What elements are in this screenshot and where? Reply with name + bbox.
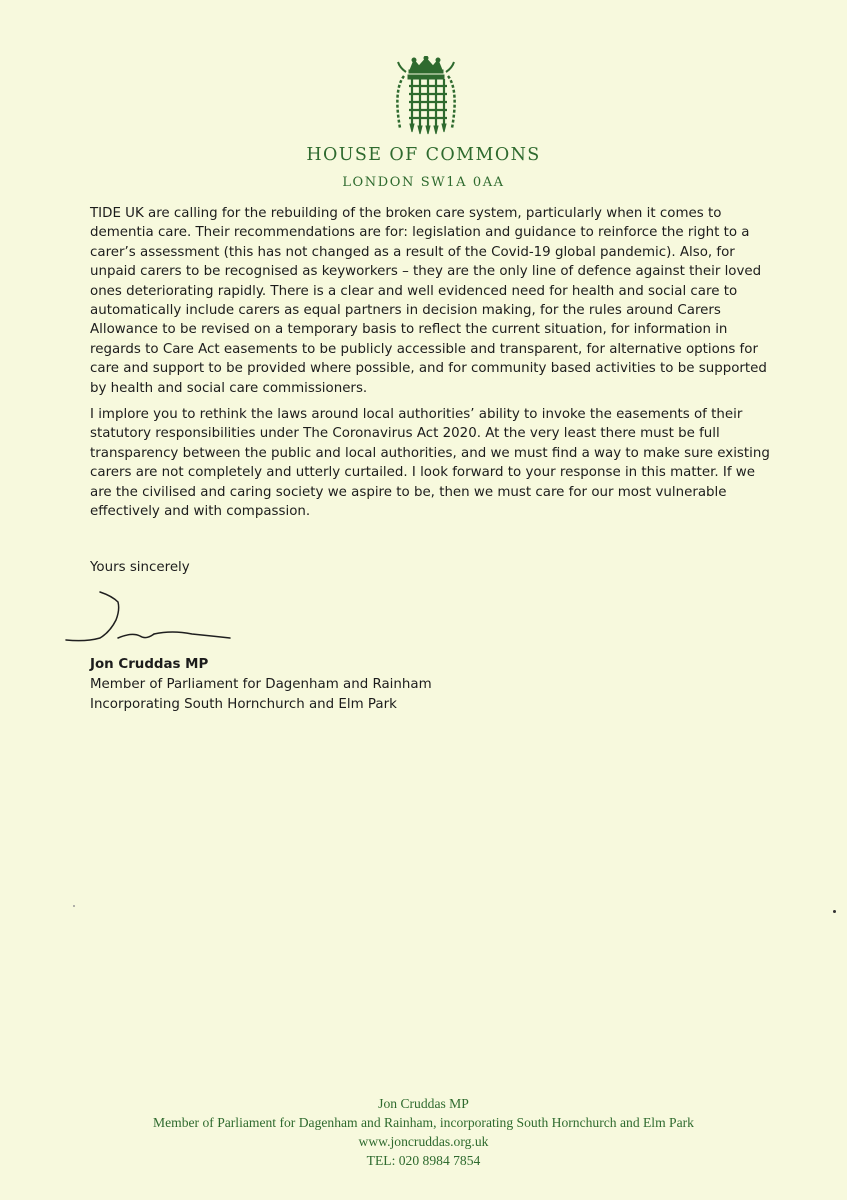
organisation-name: HOUSE OF COMMONS	[306, 145, 541, 165]
paper-speck	[73, 905, 75, 907]
paper-speck	[833, 910, 836, 913]
footer-telephone: TEL: 020 8984 7854	[366, 1153, 481, 1168]
footer-constituency: Member of Parliament for Dagenham and Rainham, incorporating South Hornchurch and Elm Park	[153, 1115, 694, 1130]
organisation-address: LONDON SW1A 0AA	[342, 175, 505, 190]
letter-closing: Yours sincerely	[90, 560, 190, 575]
footer-name: Jon Cruddas MP	[378, 1096, 469, 1111]
signer-title-line: Incorporating South Hornchurch and Elm Park	[90, 697, 397, 712]
letter-paragraph-2: I implore you to rethink the laws around local authorities’ ability to invoke the easements of their statutory responsibilities under The Coronavirus Act 2020. At the very least there must be full transparency between the public and local authorities, and we must find a way to make sure existing carers are not completely and utterly curtailed. I look forward to your response in this matter. If we are the civilised and caring society we aspire to be, then we must care for our most vulnerable effectively and with compassion.	[90, 407, 770, 520]
signer-title-line: Member of Parliament for Dagenham and Rainham	[90, 677, 432, 692]
handwritten-signature	[62, 590, 237, 648]
letter-paragraph-1: TIDE UK are calling for the rebuilding of the broken care system, particularly when it comes to dementia care. Their recommendations are for: legislation and guidance to reinforce the right to a carer’s assessment (this has not changed as a result of the Covid-19 global pandemic). Also, for unpaid carers to be recognised as keyworkers – they are the only line of defence against their loved ones deteriorating rapidly. There is a clear and well evidenced need for health and social care to automatically include carers as equal partners in decision making, for the rules around Carers Allowance to be revised on a temporary basis to reflect the current situation, for information in regards to Care Act easements to be publicly accessible and transparent, for alternative options for care and support to be provided where possible, and for community based activities to be supported by health and social care commissioners.	[90, 206, 767, 396]
portcullis-crest-icon	[392, 56, 460, 136]
signer-name: Jon Cruddas MP	[90, 657, 209, 672]
footer-website[interactable]: www.joncruddas.org.uk	[358, 1134, 489, 1149]
